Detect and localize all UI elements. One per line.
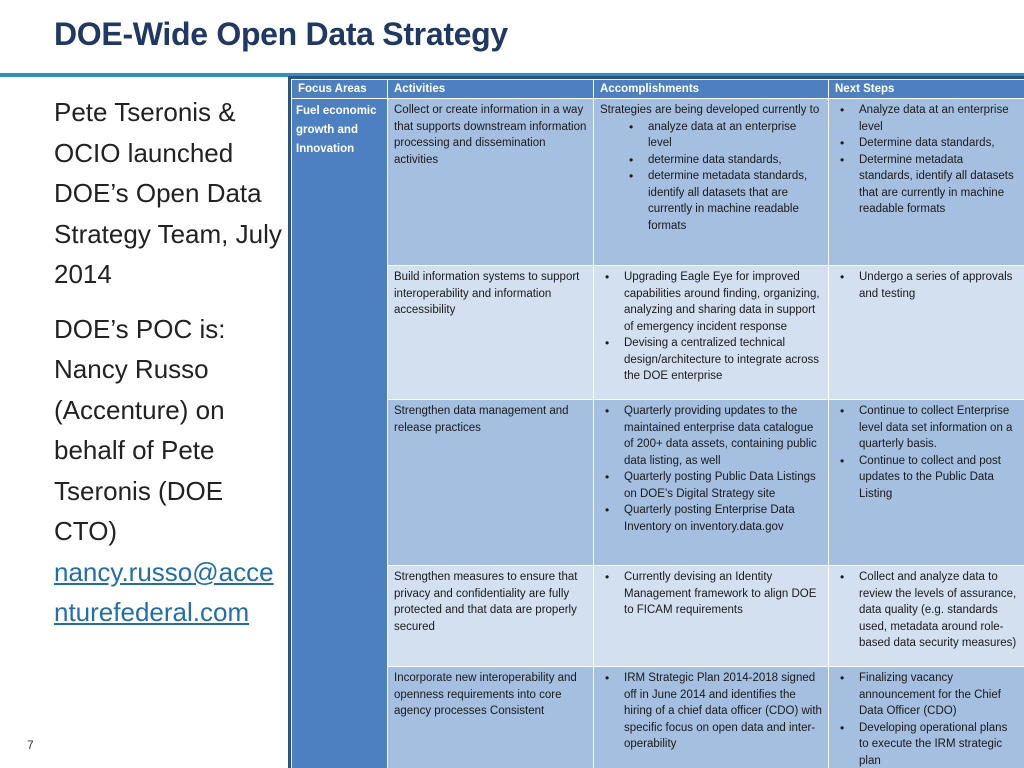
next-steps-cell <box>829 566 1024 667</box>
header-next-steps: Next Steps <box>829 80 1024 99</box>
activity-cell: Incorporate new interoperability and openness requirements into core agency processes Consistent <box>388 667 594 768</box>
accomplishments-list <box>600 269 822 385</box>
list-item: • analyze data at an enterprise level <box>648 119 822 152</box>
accomplishments-cell <box>594 99 829 266</box>
next-steps-cell <box>829 99 1024 266</box>
list-item: • Devising a centralized technical design/architecture to integrate across the DOE enterprise <box>624 335 822 385</box>
table-header-row <box>292 80 1024 99</box>
accomplishments-list <box>600 119 822 235</box>
header-focus-areas: Focus Areas <box>292 80 388 99</box>
list-item: • determine metadata standards, identify all datasets that are currently in machine readable formats <box>648 168 822 234</box>
strategy-table <box>291 79 1024 768</box>
accomplishments-cell <box>594 667 829 768</box>
accomplishments-cell <box>594 400 829 566</box>
header-accomplishments: Accomplishments <box>594 80 829 99</box>
accomplishments-list <box>600 670 822 753</box>
poc-paragraph: DOE’s POC is: Nancy Russo (Accenture) on behalf of Pete Tseronis (DOE CTO) <box>54 313 226 546</box>
list-item: • Analyze data at an enterprise level <box>859 102 1018 135</box>
sidebar-text <box>54 92 284 633</box>
table-row <box>292 566 1024 667</box>
table-row <box>292 99 1024 266</box>
page-number: 7 <box>27 738 34 752</box>
next-steps-cell <box>829 266 1024 400</box>
strategy-table-frame <box>288 76 1024 768</box>
next-steps-list <box>835 269 1018 302</box>
next-steps-cell <box>829 667 1024 768</box>
next-steps-list <box>835 569 1018 652</box>
accomplishments-intro: Strategies are being developed currently to <box>600 104 820 116</box>
list-item: • Continue to collect Enterprise level data set information on a quarterly basis. <box>859 403 1018 453</box>
accomplishments-cell <box>594 566 829 667</box>
email-link[interactable]: nancy.russo@accenturefederal.com <box>54 556 274 627</box>
list-item: • Currently devising an Identity Management framework to align DOE to FICAM requirements <box>624 569 822 619</box>
next-steps-list <box>835 102 1018 218</box>
list-item: • Finalizing vacancy announcement for the Chief Data Officer (CDO) <box>859 670 1018 720</box>
activity-cell: Collect or create information in a way that supports downstream information processing and dissemination activities <box>388 99 594 266</box>
table-row <box>292 266 1024 400</box>
next-steps-cell <box>829 400 1024 566</box>
list-item: • Undergo a series of approvals and testing <box>859 269 1018 302</box>
activity-cell: Strengthen measures to ensure that privacy and confidentiality are fully protected and that data are properly secured <box>388 566 594 667</box>
list-item: • determine data standards, <box>648 152 822 169</box>
list-item: • Quarterly providing updates to the maintained enterprise data catalogue of 200+ data assets, containing public data listing, as well <box>624 403 822 469</box>
activity-cell: Strengthen data management and release practices <box>388 400 594 566</box>
list-item: • IRM Strategic Plan 2014-2018 signed off in June 2014 and identifies the hiring of a chief data officer (CDO) with specific focus on open data and inter-operability <box>624 670 822 753</box>
list-item: • Upgrading Eagle Eye for improved capabilities around finding, organizing, analyzing and sharing data in support of emergency incident response <box>624 269 822 335</box>
page-title: DOE-Wide Open Data Strategy <box>54 16 508 52</box>
table-row <box>292 400 1024 566</box>
focus-area-cell: Fuel economic growth and Innovation <box>292 99 388 768</box>
launch-paragraph: Pete Tseronis & OCIO launched DOE’s Open Data Strategy Team, July 2014 <box>54 97 282 289</box>
list-item: • Quarterly posting Enterprise Data Inventory on inventory.data.gov <box>624 502 822 535</box>
list-item: • Quarterly posting Public Data Listings on DOE’s Digital Strategy site <box>624 469 822 502</box>
activity-cell: Build information systems to support interoperability and information accessibility <box>388 266 594 400</box>
list-item: • Determine data standards, <box>859 135 1018 152</box>
next-steps-list <box>835 403 1018 502</box>
list-item: • Developing operational plans to execute the IRM strategic plan <box>859 720 1018 768</box>
accomplishments-list <box>600 403 822 535</box>
next-steps-list <box>835 670 1018 768</box>
accomplishments-list <box>600 569 822 619</box>
list-item: • Collect and analyze data to review the levels of assurance, data quality (e.g. standards used, metadata around role-based data security measures) <box>859 569 1018 652</box>
table-row <box>292 667 1024 768</box>
list-item: • Determine metadata standards, identify all datasets that are currently in machine readable formats <box>859 152 1018 218</box>
header-activities: Activities <box>388 80 594 99</box>
accomplishments-cell <box>594 266 829 400</box>
list-item: • Continue to collect and post updates to the Public Data Listing <box>859 453 1018 503</box>
